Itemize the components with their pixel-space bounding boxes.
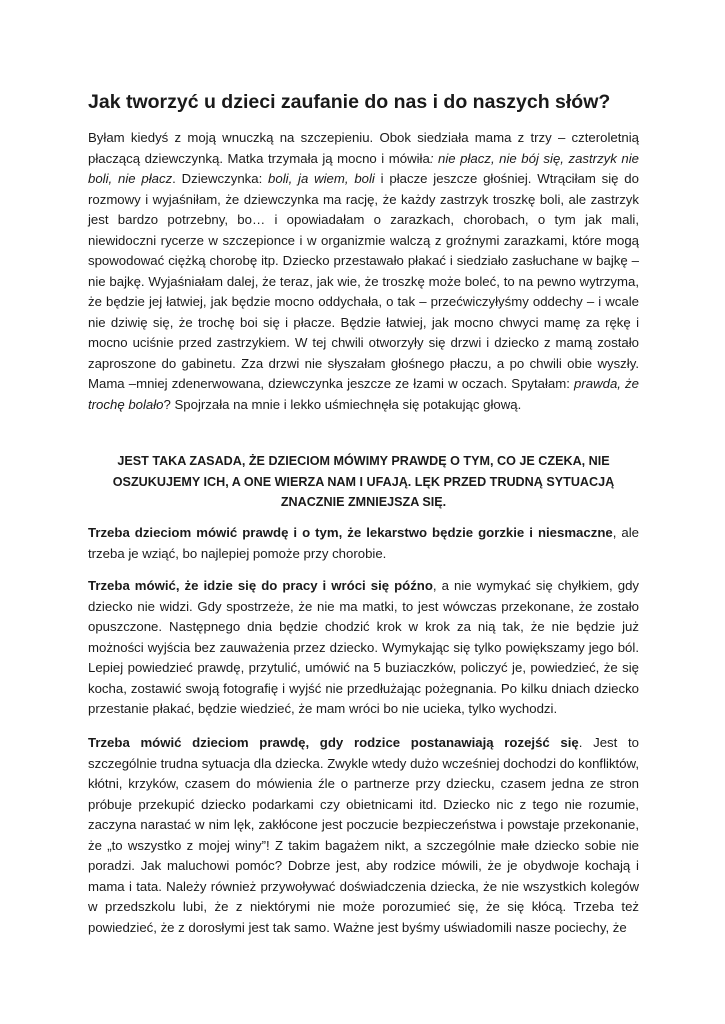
paragraph-vaccination-story <box>88 128 639 415</box>
page-title: Jak tworzyć u dzieci zaufanie do nas i do naszych słów? <box>88 91 611 113</box>
bold-lead: Trzeba mówić dzieciom prawdę, gdy rodzice postanawiają rozejść się <box>88 735 579 750</box>
text-run: ? Spojrzała na mnie i lekko uśmiechnęła się potakując głową. <box>163 396 522 412</box>
text-run: , ale trzeba je wziąć, bo najlepiej pomoże przy chorobie. <box>88 525 639 561</box>
bold-lead: Trzeba dzieciom mówić prawdę i o tym, że lekarstwo będzie gorzkie i niesmaczne <box>88 525 613 540</box>
text-run: , a nie wymykać się chyłkiem, gdy dziecko nie widzi. Gdy spostrzeże, że nie ma matki, to jest wówczas przekonane, że zostało opuszczone. Następnego dnia będzie chodzić krok w krok za nią tak, że nie będzie już możności wyjścia bez zauważenia przez dziecko. Wymykając się tylko powiększamy jego ból. Lepiej powiedzieć prawdę, przytulić, umówić na 5 buziaczków, policzyć je, powiedzieć, że się kocha, zostawić swoją fotografię i wyjść nie przedłużając pożegnania. Po kilku dniach dziecko przestanie płakać, będzie wiedzieć, że mam wróci bo nie ucieka, tylko wychodzi. <box>88 578 639 716</box>
italic-quote: boli, ja wiem, boli <box>268 171 375 186</box>
text-run: . Dziewczynka: <box>172 171 269 186</box>
italic-quote: : nie płacz, nie bój się, zastrzyk nie boli, nie płacz <box>88 150 639 186</box>
italic-quote: prawda, że trochę bolało <box>88 376 639 412</box>
text-run: . Jest to szczególnie trudna sytuacja dla dziecka. Zwykle wtedy dużo wcześniej dochodzi do konfliktów, kłótni, krzyków, czasem do mówienia źle o partnerze przy dziecku, czasem jedna ze stron próbuje przekupić dziecko podarkami czy obietnicami itd. Dziecko nic z tego nie rozumie, zaczyna narastać w nim lęk, zakłócone jest poczucie bezpieczeństwa i powstaje przekonanie, że „to wszystko z mojej winy”! Z takim bagażem nikt, a szczególnie małe dziecko sobie nie poradzi. Jak maluchowi pomóc? Dobrze jest, aby rodzice mówili, że je obydwoje kochają i mama i tata. Należy również przywoływać doświadczenia dziecka, że nie wszystkich kolegów w przedszkolu lubi, że z niektórymi nie może porozumieć się, że się kłócą. Trzeba też powiedzieć, że z dorosłymi jest tak samo. Ważne jest byśmy uświadomili nasze pociechy, że <box>88 735 639 935</box>
paragraph-divorce <box>88 733 639 938</box>
text-run: Byłam kiedyś z moją wnuczką na szczepieniu. Obok siedziała mama z trzy – czteroletnią płaczącą dziewczynką. Matka trzymała ją mocno i mówiła <box>88 130 639 166</box>
principle-callout: JEST TAKA ZASADA, ŻE DZIECIOM MÓWIMY PRAWDĘ O TYM, CO JE CZEKA, NIE OSZUKUJEMY ICH, A ONE WIERZA NAM I UFAJĄ. LĘK PRZED TRUDNĄ SYTUACJĄ ZNACZNIE ZMNIEJSZA SIĘ. <box>112 454 615 509</box>
bold-lead: Trzeba mówić, że idzie się do pracy i wróci się późno <box>88 578 433 593</box>
text-run: i płacze jeszcze głośniej. Wtrąciłam się do rozmowy i wyjaśniłam, że dziewczynka ma rację, że każdy zastrzyk troszkę boli, ale zastrzyk jest bardzo potrzebny, bo… i opowiadałam o zarazkach, chorobach, o tym jak mali, niewidoczni rycerze w szczepionce i w organizmie walczą z groźnymi zarazkami, które mogą spowodować ciężką chorobę itp. Dziecko przestawało płakać i siedziało zasłuchane w bajkę – nie bajkę. Wyjaśniałam dalej, że teraz, jak wie, że troszkę może boleć, to na pewno wytrzyma, że będzie jej łatwiej, jak będzie mocno oddychała, o tak – przećwiczyłyśmy oddechy – i wcale nie dziwię się, że trochę boi się i płacze. Będzie łatwiej, jak mocno chwyci mamę za rękę i mocno uciśnie przed zastrzykiem. W tej chwili otworzyły się drzwi i dziecko z mamą zostało zaproszone do gabinetu. Zza drzwi nie słyszałam głośnego płaczu, a po chwili obie wyszły. Mama –mniej zdenerwowana, dziewczynka jeszcze ze łzami w oczach. Spytałam: <box>88 171 639 391</box>
paragraph-medicine <box>88 523 639 564</box>
paragraph-work <box>88 576 639 720</box>
